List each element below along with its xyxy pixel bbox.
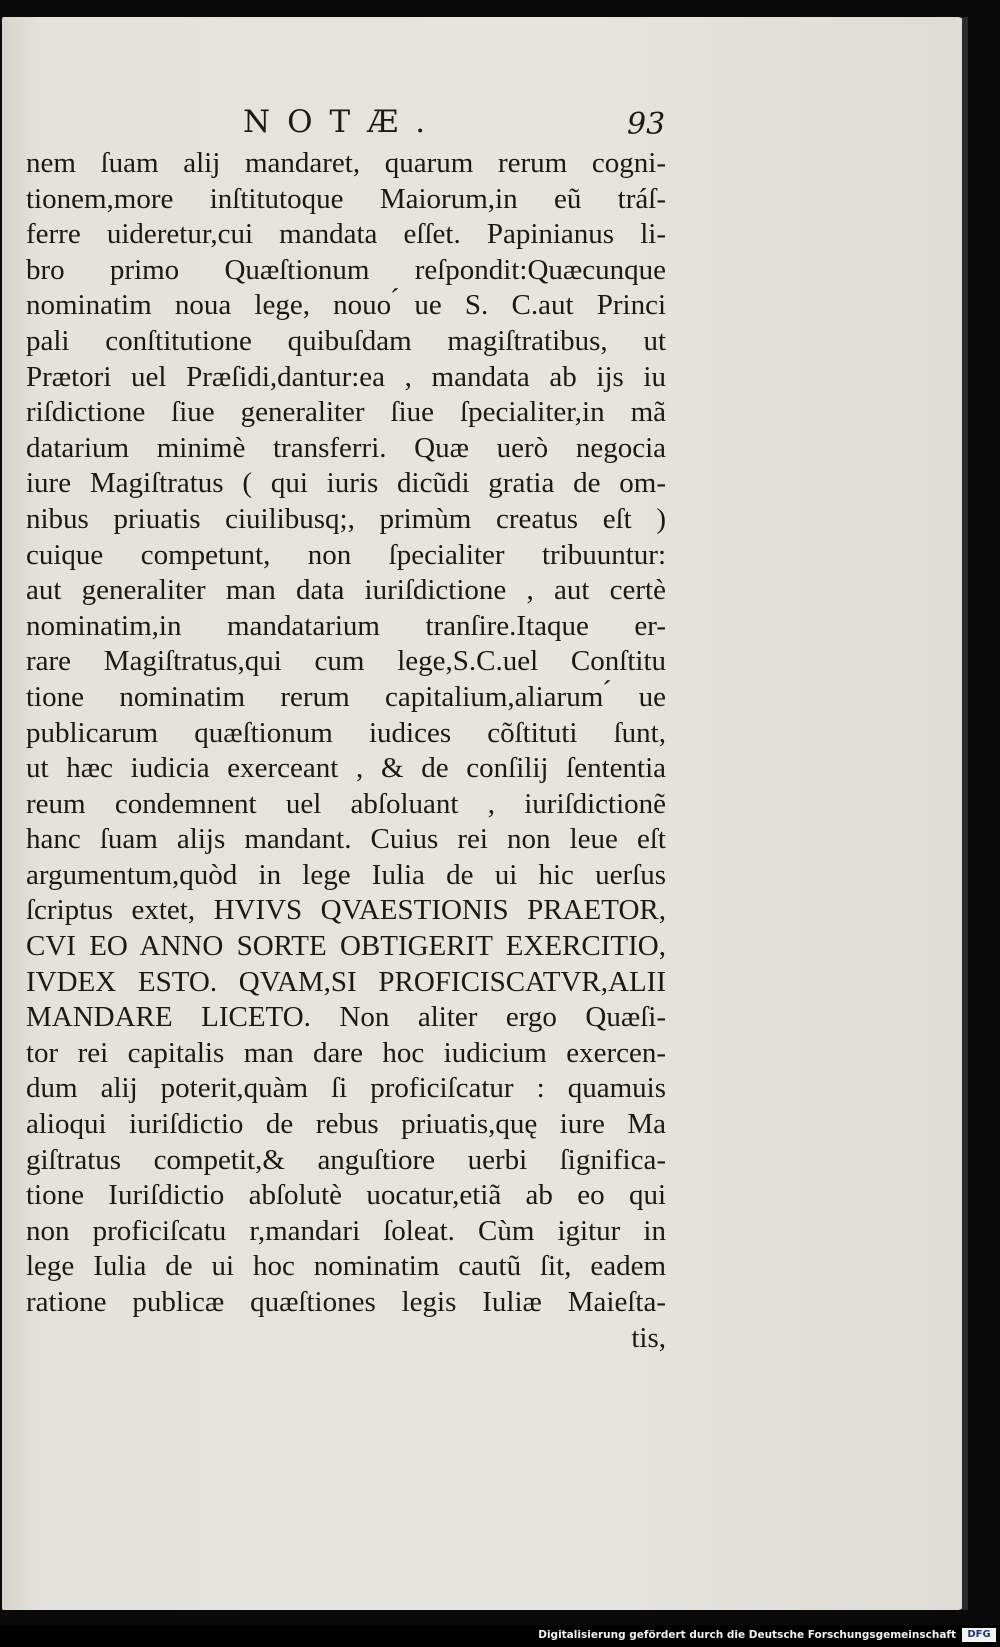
- text-line: lege Iulia de ui hoc nominatim cautũ ſit, eadem: [26, 1250, 666, 1283]
- text-line: nominatim,in mandatarium tranſire.Itaque er-: [26, 609, 666, 642]
- text-line: iure Magiſtratus ( qui iuris dicũdi gratia de om-: [26, 467, 666, 500]
- text-line: datarium minimè transferri. Quæ uerò negocia: [26, 431, 666, 464]
- text-line: giſtratus competit,& anguſtiore uerbi ſignifica-: [26, 1143, 666, 1176]
- text-line: cuique competunt, non ſpecialiter tribuuntur:: [26, 538, 666, 571]
- text-line: ut hæc iudicia exerceant , & de conſilij ſententia: [26, 752, 666, 785]
- text-line: nominatim noua lege, nouo ́ue S. C.aut Princi: [26, 289, 666, 322]
- dfg-logo: DFG: [962, 1628, 996, 1642]
- text-line: IVDEX ESTO. QVAM,SI PROFICISCATVR,ALII: [26, 965, 666, 998]
- text-line: pali conſtitutione quibuſdam magiſtratibus, ut: [26, 324, 666, 357]
- text-line: tor rei capitalis man dare hoc iudicium exercen-: [26, 1036, 666, 1069]
- text-line: nem ſuam alij mandaret, quarum rerum cogni-: [26, 147, 666, 179]
- text-line: reum condemnent uel abſoluant , iuriſdictionẽ: [26, 787, 666, 820]
- text-line: dum alij poterit,quàm ſi proficiſcatur : quamuis: [26, 1072, 666, 1105]
- text-line: ferre uideretur,cui mandata eſſet. Papinianus li-: [26, 218, 666, 251]
- text-line: CVI EO ANNO SORTE OBTIGERIT EXERCITIO,: [26, 930, 666, 963]
- text-line: non proficiſcatu r,mandari ſoleat. Cùm igitur in: [26, 1214, 666, 1247]
- page-header: [0, 104, 1000, 144]
- text-line: hanc ſuam alijs mandant. Cuius rei non leue eſt: [26, 823, 666, 856]
- text-line: riſdictione ſiue generaliter ſiue ſpecialiter,in mã: [26, 396, 666, 429]
- footer-bar: [0, 1625, 1000, 1647]
- running-title: NOTÆ.: [243, 104, 443, 140]
- page-number: 93: [627, 107, 666, 142]
- text-line: tione Iuriſdictio abſolutè uocatur,etiã ab eo qui: [26, 1179, 666, 1212]
- text-line: MANDARE LICETO. Non aliter ergo Quæſi-: [26, 1001, 666, 1034]
- text-line: Prætori uel Præſidi,dantur:ea , mandata ab ijs iu: [26, 360, 666, 393]
- text-line: argumentum,quòd in lege Iulia de ui hic uerſus: [26, 858, 666, 891]
- text-line: bro primo Quæſtionum reſpondit:Quæcunque: [26, 253, 666, 286]
- text-line: aut generaliter man data iuriſdictione , aut certè: [26, 574, 666, 607]
- text-line: rare Magiſtratus,qui cum lege,S.C.uel Conſtitu: [26, 645, 666, 678]
- text-line: alioqui iuriſdictio de rebus priuatis,quę iure Ma: [26, 1108, 666, 1141]
- text-line: tione nominatim rerum capitalium,aliarum ́ue: [26, 680, 666, 713]
- catchword: tis,: [631, 1321, 666, 1354]
- text-line: tionem,more inſtitutoque Maiorum,in eũ tráſ-: [26, 182, 666, 215]
- text-line: ſcriptus extet, HVIVS QVAESTIONIS PRAETOR,: [26, 894, 666, 927]
- text-line: ratione publicæ quæſtiones legis Iuliæ Maieſta-: [26, 1286, 666, 1318]
- text-line: publicarum quæſtionum iudices cõſtituti ſunt,: [26, 716, 666, 749]
- page-edge: [962, 17, 968, 1610]
- funding-credit: Digitalisierung gefördert durch die Deutsche Forschungsgemeinschaft: [538, 1629, 956, 1641]
- text-line: nibus priuatis ciuilibusq;, primùm creatus eſt ): [26, 502, 666, 535]
- body-text: [26, 146, 666, 1356]
